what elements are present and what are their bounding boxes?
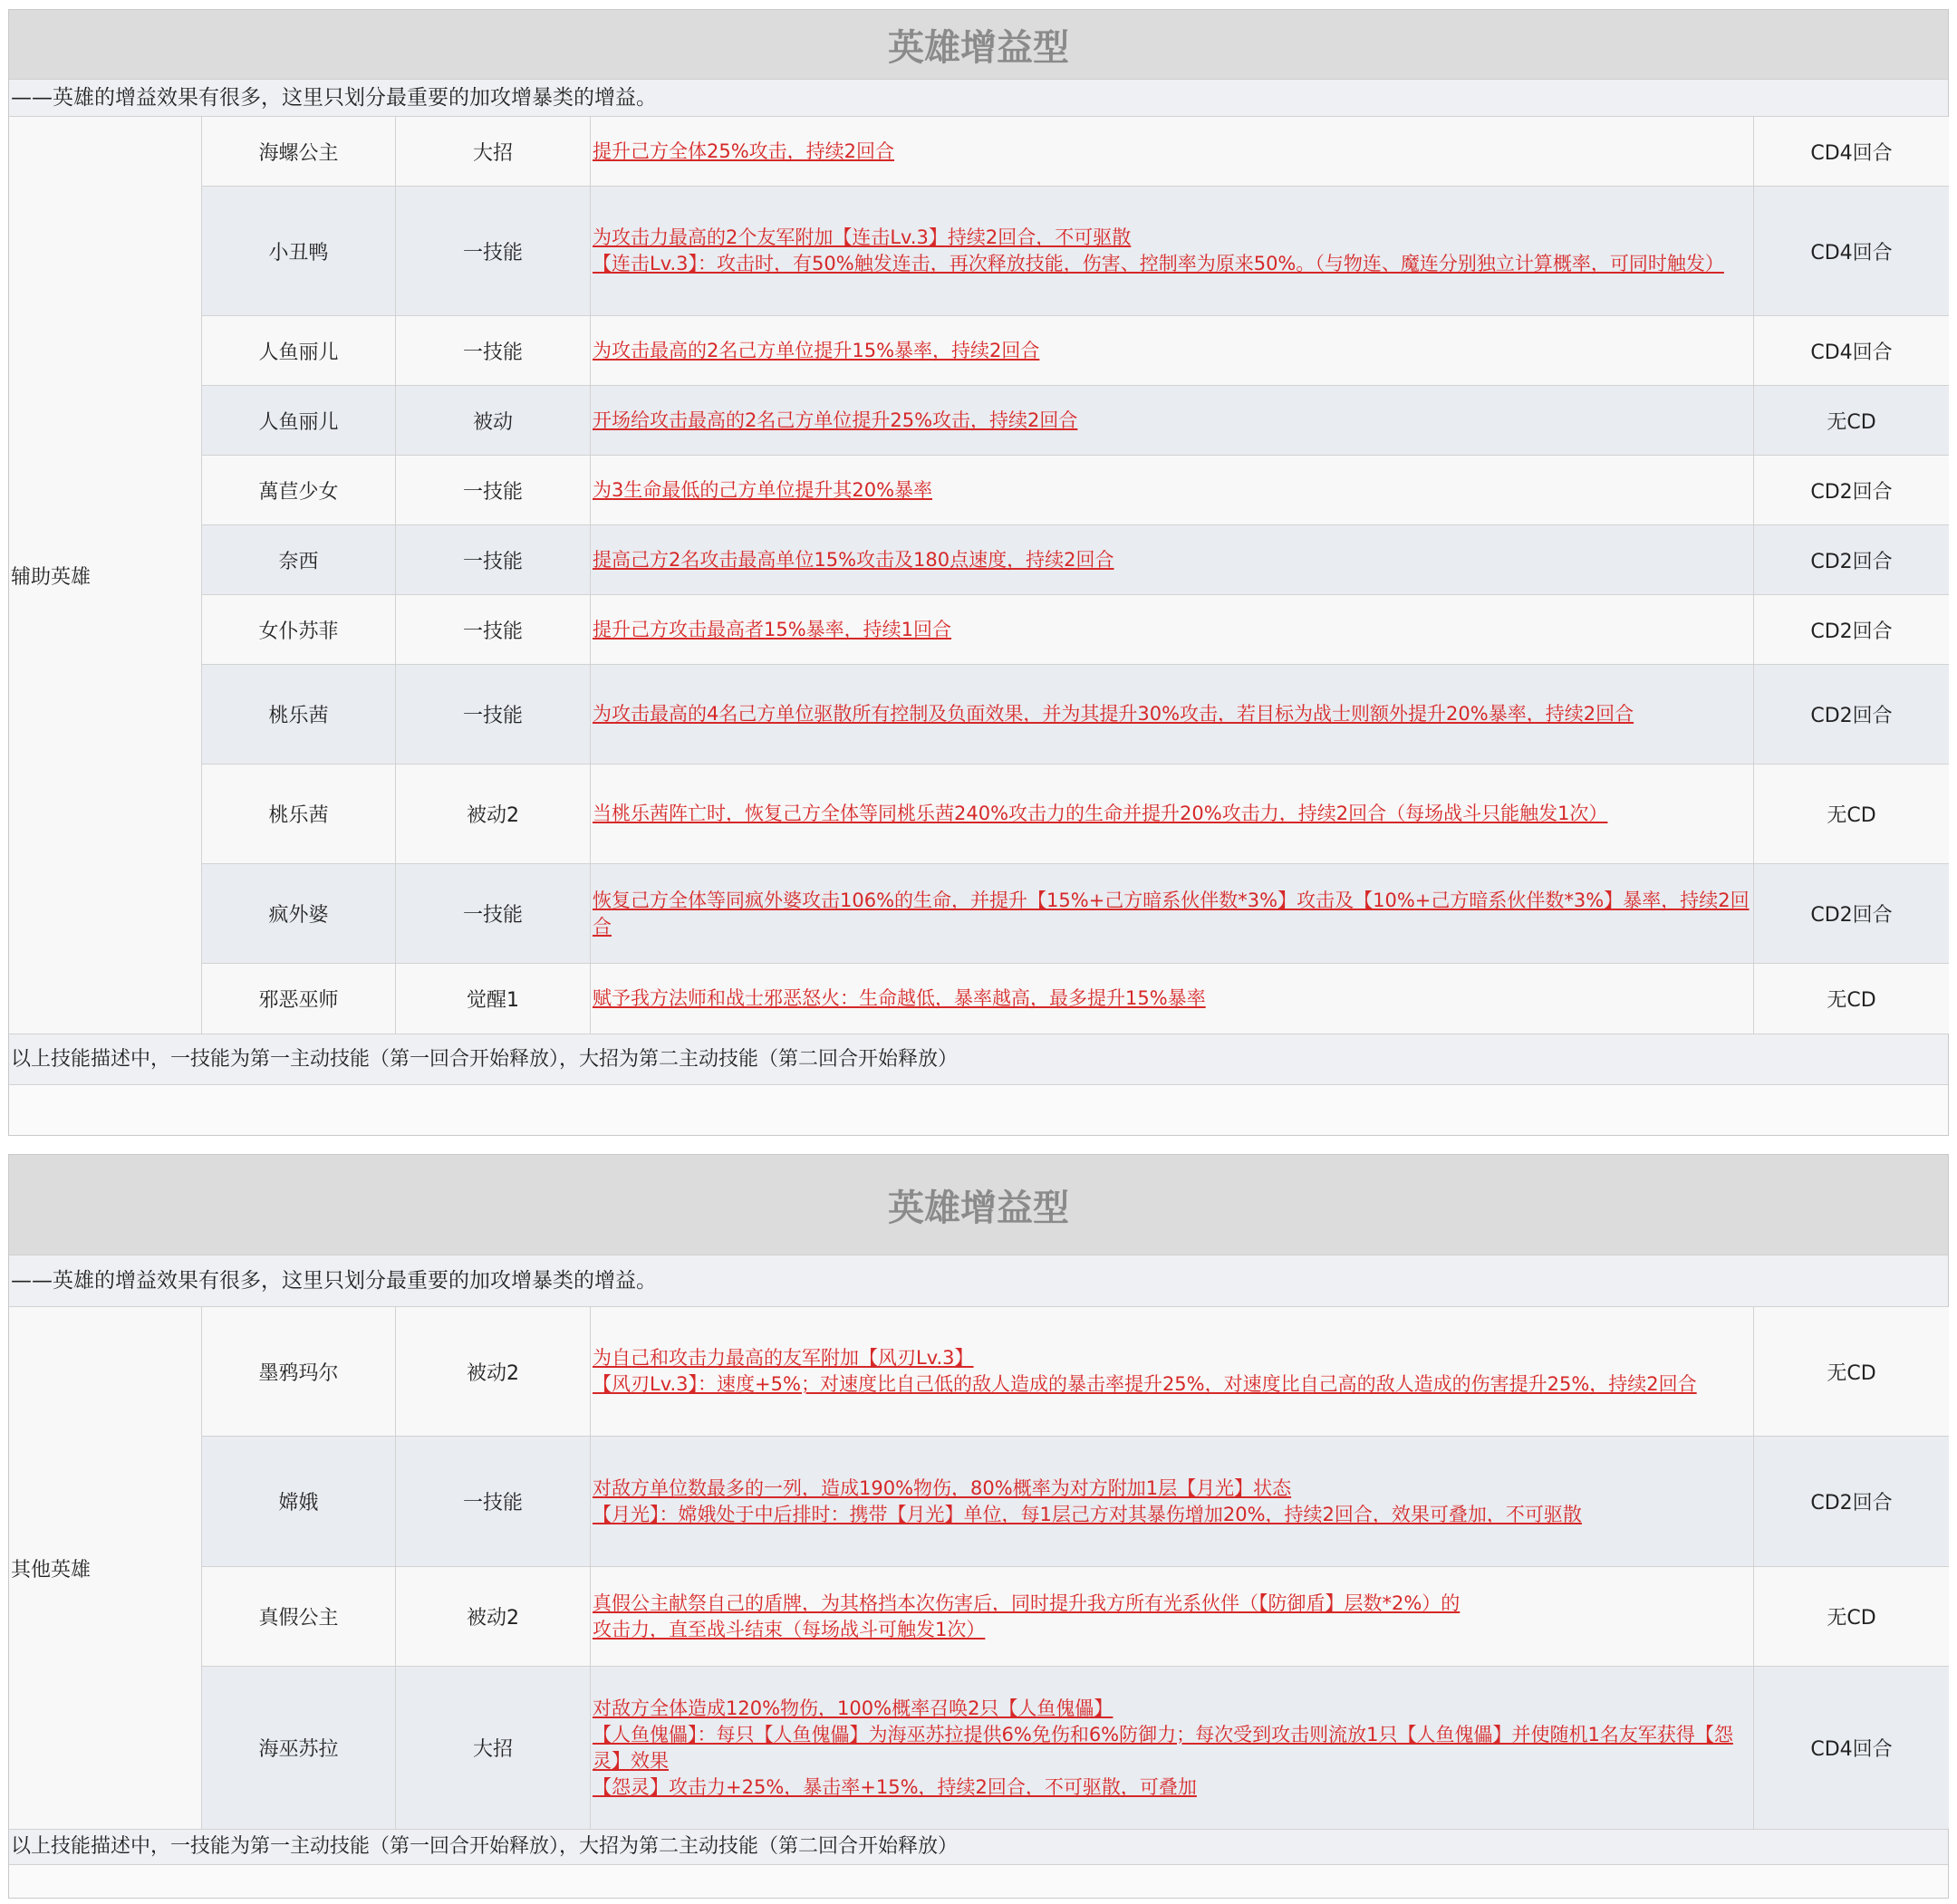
desc-line: 真假公主献祭自己的盾牌，为其格挡本次伤害后，同时提升我方所有光系伙伴（【防御盾】层数*2%）的 bbox=[593, 1591, 1461, 1614]
hero-name: 海巫苏拉 bbox=[202, 1667, 396, 1829]
desc-line: 赋予我方法师和战士邪恶怒火：生命越低，暴率越高，最多提升15%暴率 bbox=[593, 987, 1206, 1009]
table-row bbox=[202, 1567, 1949, 1667]
hero-name: 疯外婆 bbox=[202, 864, 396, 963]
skill-desc bbox=[591, 316, 1754, 385]
skill-desc bbox=[591, 525, 1754, 594]
desc-line: 攻击力，直至战斗结束（每场战斗可触发1次） bbox=[593, 1618, 986, 1640]
desc-line: 【连击Lv.3】：攻击时，有50%触发连击，再次释放技能，伤害、控制率为原来50%。（与物连、魔连分别独立计算概率，可同时触发） bbox=[593, 253, 1724, 274]
skill-desc bbox=[591, 117, 1754, 186]
skill-type: 一技能 bbox=[396, 1437, 591, 1566]
cooldown: CD4回合 bbox=[1810, 341, 1893, 364]
desc-line: 【月光】：嫦娥处于中后排时：携带【月光】单位，每1层己方对其暴伤增加20%，持续2回合，效果可叠加，不可驱散 bbox=[593, 1503, 1582, 1525]
skill-desc bbox=[591, 864, 1754, 963]
hero-name: 桃乐茜 bbox=[202, 665, 396, 764]
skill-desc bbox=[591, 456, 1754, 524]
hero-name: 女仆苏菲 bbox=[202, 595, 396, 664]
table-note: 以上技能描述中，一技能为第一主动技能（第一回合开始释放），大招为第二主动技能（第二回合开始释放） bbox=[9, 1034, 1948, 1084]
table-note: 以上技能描述中，一技能为第一主动技能（第一回合开始释放），大招为第二主动技能（第二回合开始释放） bbox=[9, 1829, 1948, 1864]
buff-table-support bbox=[8, 9, 1949, 1136]
desc-line: 恢复己方全体等同疯外婆攻击106%的生命，并提升【15%+己方暗系伙伴数*3%】攻击及【10%+己方暗系伙伴数*3%】暴率，持续2回合 bbox=[593, 889, 1750, 938]
hero-name: 真假公主 bbox=[202, 1567, 396, 1666]
table-row bbox=[202, 525, 1949, 595]
cooldown: CD2回合 bbox=[1810, 620, 1893, 643]
skill-type: 大招 bbox=[396, 117, 591, 186]
table-body bbox=[9, 117, 1948, 1034]
desc-line: 当桃乐茜阵亡时，恢复己方全体等同桃乐茜240%攻击力的生命并提升20%攻击力，持续2回合（每场战斗只能触发1次） bbox=[593, 803, 1608, 824]
table-footer bbox=[9, 1084, 1948, 1135]
hero-name: 嫦娥 bbox=[202, 1437, 396, 1566]
table-row bbox=[202, 456, 1949, 525]
cooldown: 无CD bbox=[1827, 804, 1876, 827]
desc-line: 为攻击最高的2名己方单位提升15%暴率，持续2回合 bbox=[593, 339, 1040, 361]
cooldown: CD2回合 bbox=[1810, 705, 1893, 727]
desc-line: 开场给攻击最高的2名己方单位提升25%攻击，持续2回合 bbox=[593, 409, 1078, 431]
desc-line: 【风刃Lv.3】：速度+5%；对速度比自己低的敌人造成的暴击率提升25%，对速度比自己高的敌人造成的伤害提升25%，持续2回合 bbox=[593, 1373, 1697, 1395]
desc-line: 【怨灵】攻击力+25%，暴击率+15%，持续2回合，不可驱散，可叠加 bbox=[593, 1775, 1197, 1798]
skill-type: 觉醒1 bbox=[396, 964, 591, 1034]
cooldown: 无CD bbox=[1827, 1361, 1876, 1385]
cooldown: CD2回合 bbox=[1810, 480, 1893, 504]
cooldown: CD2回合 bbox=[1810, 1492, 1893, 1515]
cooldown: CD2回合 bbox=[1810, 904, 1893, 927]
skill-type: 一技能 bbox=[396, 665, 591, 764]
cooldown: CD2回合 bbox=[1810, 550, 1893, 573]
skill-desc bbox=[591, 187, 1754, 315]
skill-type: 一技能 bbox=[396, 316, 591, 385]
table-row bbox=[202, 764, 1949, 864]
cooldown: 无CD bbox=[1827, 410, 1876, 434]
skill-type: 被动2 bbox=[396, 1567, 591, 1666]
cooldown: 无CD bbox=[1827, 989, 1876, 1012]
hero-name: 小丑鸭 bbox=[202, 187, 396, 315]
skill-type: 大招 bbox=[396, 1667, 591, 1829]
table-row bbox=[202, 1667, 1949, 1829]
skill-desc bbox=[591, 1567, 1754, 1666]
table-row bbox=[202, 1437, 1949, 1567]
skill-type: 一技能 bbox=[396, 525, 591, 594]
category-label: 其他英雄 bbox=[9, 1307, 202, 1829]
table-row bbox=[202, 187, 1949, 316]
hero-name: 萬苣少女 bbox=[202, 456, 396, 524]
table-subtitle: ——英雄的增益效果有很多，这里只划分最重要的加攻增暴类的增益。 bbox=[9, 80, 1948, 117]
table-title: 英雄增益型 bbox=[9, 10, 1948, 80]
skill-desc bbox=[591, 1307, 1754, 1436]
desc-line: 提升己方攻击最高者15%暴率，持续1回合 bbox=[593, 618, 952, 640]
hero-name: 人鱼丽儿 bbox=[202, 386, 396, 455]
cooldown: CD4回合 bbox=[1810, 1738, 1893, 1761]
table-row bbox=[202, 1307, 1949, 1437]
desc-line: 提高己方2名攻击最高单位15%攻击及180点速度，持续2回合 bbox=[593, 548, 1114, 571]
table-row bbox=[202, 665, 1949, 764]
desc-line: 为攻击最高的4名己方单位驱散所有控制及负面效果，并为其提升30%攻击，若目标为战士则额外提升20%暴率，持续2回合 bbox=[593, 703, 1634, 725]
desc-line: 【人鱼傀儡】：每只【人鱼傀儡】为海巫苏拉提供6%免伤和6%防御力；每次受到攻击则流放1只【人鱼傀儡】并使随机1名友军获得【怨灵】效果 bbox=[593, 1723, 1733, 1772]
skill-desc bbox=[591, 595, 1754, 664]
table-title: 英雄增益型 bbox=[9, 1155, 1948, 1255]
desc-line: 对敌方单位数最多的一列，造成190%物伤，80%概率为对方附加1层【月光】状态 bbox=[593, 1476, 1292, 1499]
table-row bbox=[202, 864, 1949, 964]
skill-type: 一技能 bbox=[396, 187, 591, 315]
skill-type: 被动2 bbox=[396, 764, 591, 863]
table-rows bbox=[202, 1307, 1949, 1829]
desc-line: 为3生命最低的己方单位提升其20%暴率 bbox=[593, 478, 933, 501]
skill-desc bbox=[591, 964, 1754, 1034]
hero-name: 海螺公主 bbox=[202, 117, 396, 186]
skill-type: 被动 bbox=[396, 386, 591, 455]
skill-desc bbox=[591, 665, 1754, 764]
table-row bbox=[202, 964, 1949, 1034]
cooldown: CD4回合 bbox=[1810, 141, 1893, 165]
table-subtitle: ——英雄的增益效果有很多，这里只划分最重要的加攻增暴类的增益。 bbox=[9, 1255, 1948, 1307]
skill-desc bbox=[591, 386, 1754, 455]
buff-table-other bbox=[8, 1154, 1949, 1899]
hero-name: 墨鸦玛尔 bbox=[202, 1307, 396, 1436]
desc-line: 对敌方全体造成120%物伤，100%概率召唤2只【人鱼傀儡】 bbox=[593, 1697, 1113, 1719]
cooldown: 无CD bbox=[1827, 1607, 1876, 1630]
table-row bbox=[202, 117, 1949, 187]
skill-type: 被动2 bbox=[396, 1307, 591, 1436]
hero-name: 奈西 bbox=[202, 525, 396, 594]
category-label: 辅助英雄 bbox=[9, 117, 202, 1034]
table-row bbox=[202, 316, 1949, 386]
skill-type: 一技能 bbox=[396, 456, 591, 524]
hero-name: 人鱼丽儿 bbox=[202, 316, 396, 385]
hero-name: 邪恶巫师 bbox=[202, 964, 396, 1034]
hero-name: 桃乐茜 bbox=[202, 764, 396, 863]
skill-type: 一技能 bbox=[396, 864, 591, 963]
desc-line: 为自己和攻击力最高的友军附加【风刃Lv.3】 bbox=[593, 1347, 974, 1369]
desc-line: 为攻击力最高的2个友军附加【连击Lv.3】持续2回合，不可驱散 bbox=[593, 226, 1132, 248]
cooldown: CD4回合 bbox=[1810, 241, 1893, 264]
table-row bbox=[202, 595, 1949, 665]
table-row bbox=[202, 386, 1949, 456]
table-body bbox=[9, 1307, 1948, 1829]
skill-desc bbox=[591, 1437, 1754, 1566]
desc-line: 提升己方全体25%攻击，持续2回合 bbox=[593, 139, 895, 162]
skill-desc bbox=[591, 1667, 1754, 1829]
table-footer bbox=[9, 1864, 1948, 1898]
skill-desc bbox=[591, 764, 1754, 863]
skill-type: 一技能 bbox=[396, 595, 591, 664]
table-rows bbox=[202, 117, 1949, 1034]
